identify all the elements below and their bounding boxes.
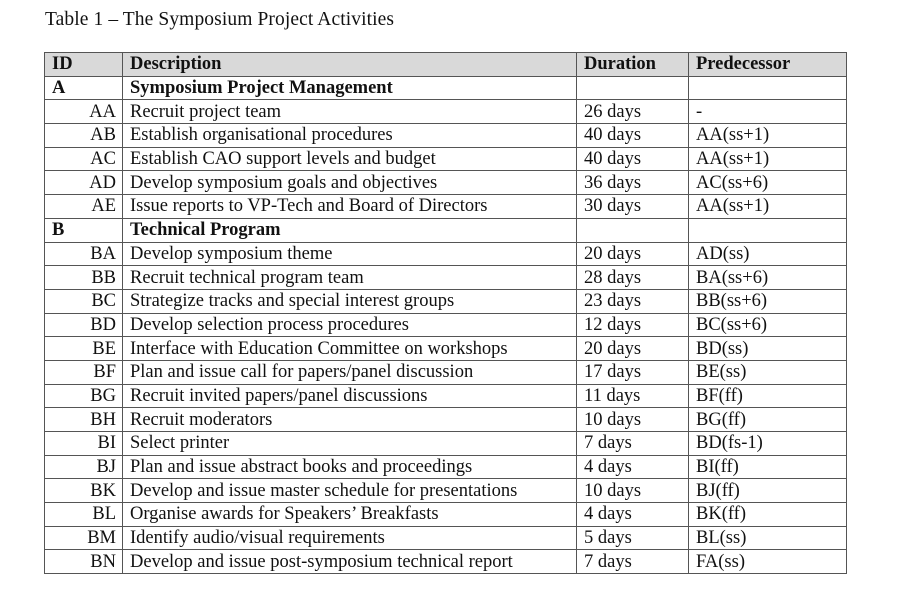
table-row bbox=[45, 360, 847, 384]
activity-description: Develop selection process procedures bbox=[123, 313, 577, 337]
header-id: ID bbox=[45, 53, 123, 77]
activity-predecessor: BD(ss) bbox=[689, 337, 847, 361]
table-row bbox=[45, 289, 847, 313]
group-row bbox=[45, 218, 847, 242]
table-row bbox=[45, 408, 847, 432]
activity-id: BN bbox=[45, 550, 123, 574]
activity-duration: 7 days bbox=[577, 550, 689, 574]
activity-description: Recruit technical program team bbox=[123, 266, 577, 290]
activity-id: BI bbox=[45, 432, 123, 456]
activity-duration: 11 days bbox=[577, 384, 689, 408]
table-row bbox=[45, 171, 847, 195]
activity-duration: 36 days bbox=[577, 171, 689, 195]
header-description: Description bbox=[123, 53, 577, 77]
activity-description: Develop symposium theme bbox=[123, 242, 577, 266]
group-description: Technical Program bbox=[123, 218, 577, 242]
activity-duration: 10 days bbox=[577, 408, 689, 432]
activity-id: BM bbox=[45, 526, 123, 550]
table-row bbox=[45, 242, 847, 266]
activity-description: Establish organisational procedures bbox=[123, 124, 577, 148]
header-duration: Duration bbox=[577, 53, 689, 77]
activity-predecessor: AC(ss+6) bbox=[689, 171, 847, 195]
group-predecessor bbox=[689, 76, 847, 100]
activity-predecessor: BE(ss) bbox=[689, 360, 847, 384]
activity-predecessor: BJ(ff) bbox=[689, 479, 847, 503]
table-row bbox=[45, 479, 847, 503]
activity-id: BH bbox=[45, 408, 123, 432]
activity-predecessor: BF(ff) bbox=[689, 384, 847, 408]
table-row bbox=[45, 100, 847, 124]
activity-description: Establish CAO support levels and budget bbox=[123, 147, 577, 171]
table-row bbox=[45, 313, 847, 337]
activity-predecessor: AA(ss+1) bbox=[689, 147, 847, 171]
activity-id: BK bbox=[45, 479, 123, 503]
activity-predecessor: BD(fs-1) bbox=[689, 432, 847, 456]
activity-id: AE bbox=[45, 195, 123, 219]
activity-predecessor: BA(ss+6) bbox=[689, 266, 847, 290]
table-row bbox=[45, 503, 847, 527]
header-predecessor: Predecessor bbox=[689, 53, 847, 77]
activities-table bbox=[44, 52, 847, 574]
activity-duration: 20 days bbox=[577, 242, 689, 266]
activity-description: Recruit invited papers/panel discussions bbox=[123, 384, 577, 408]
table-row bbox=[45, 550, 847, 574]
activity-id: BE bbox=[45, 337, 123, 361]
activity-id: BD bbox=[45, 313, 123, 337]
activity-description: Recruit project team bbox=[123, 100, 577, 124]
activity-predecessor: BB(ss+6) bbox=[689, 289, 847, 313]
group-predecessor bbox=[689, 218, 847, 242]
activity-duration: 40 days bbox=[577, 124, 689, 148]
activity-description: Develop symposium goals and objectives bbox=[123, 171, 577, 195]
activity-duration: 5 days bbox=[577, 526, 689, 550]
table-row bbox=[45, 195, 847, 219]
activity-duration: 4 days bbox=[577, 455, 689, 479]
activity-id: BB bbox=[45, 266, 123, 290]
table-caption: Table 1 – The Symposium Project Activities bbox=[45, 9, 395, 30]
activity-description: Identify audio/visual requirements bbox=[123, 526, 577, 550]
activity-id: BF bbox=[45, 360, 123, 384]
activity-id: BA bbox=[45, 242, 123, 266]
activity-id: AD bbox=[45, 171, 123, 195]
activity-predecessor: FA(ss) bbox=[689, 550, 847, 574]
activity-duration: 7 days bbox=[577, 432, 689, 456]
activity-predecessor: BC(ss+6) bbox=[689, 313, 847, 337]
table-row bbox=[45, 384, 847, 408]
header-row bbox=[45, 53, 847, 77]
activity-description: Strategize tracks and special interest groups bbox=[123, 289, 577, 313]
activity-description: Plan and issue abstract books and proceedings bbox=[123, 455, 577, 479]
activity-duration: 4 days bbox=[577, 503, 689, 527]
activity-duration: 10 days bbox=[577, 479, 689, 503]
activity-description: Develop and issue master schedule for presentations bbox=[123, 479, 577, 503]
activity-duration: 28 days bbox=[577, 266, 689, 290]
activity-description: Recruit moderators bbox=[123, 408, 577, 432]
activity-duration: 26 days bbox=[577, 100, 689, 124]
activity-predecessor: AD(ss) bbox=[689, 242, 847, 266]
activity-predecessor: BL(ss) bbox=[689, 526, 847, 550]
table-row bbox=[45, 337, 847, 361]
table-row bbox=[45, 266, 847, 290]
group-description: Symposium Project Management bbox=[123, 76, 577, 100]
table-row bbox=[45, 526, 847, 550]
activity-description: Issue reports to VP-Tech and Board of Directors bbox=[123, 195, 577, 219]
group-id: A bbox=[45, 76, 123, 100]
activity-description: Develop and issue post-symposium technical report bbox=[123, 550, 577, 574]
activity-predecessor: AA(ss+1) bbox=[689, 124, 847, 148]
activity-id: AA bbox=[45, 100, 123, 124]
activity-duration: 20 days bbox=[577, 337, 689, 361]
activity-predecessor: BI(ff) bbox=[689, 455, 847, 479]
activity-predecessor: AA(ss+1) bbox=[689, 195, 847, 219]
activity-predecessor: - bbox=[689, 100, 847, 124]
activity-id: AC bbox=[45, 147, 123, 171]
activity-description: Plan and issue call for papers/panel discussion bbox=[123, 360, 577, 384]
activity-description: Organise awards for Speakers’ Breakfasts bbox=[123, 503, 577, 527]
activity-duration: 17 days bbox=[577, 360, 689, 384]
activity-description: Interface with Education Committee on workshops bbox=[123, 337, 577, 361]
group-row bbox=[45, 76, 847, 100]
activity-id: BG bbox=[45, 384, 123, 408]
table-row bbox=[45, 147, 847, 171]
activity-duration: 30 days bbox=[577, 195, 689, 219]
activity-id: BJ bbox=[45, 455, 123, 479]
table-row bbox=[45, 432, 847, 456]
activity-duration: 23 days bbox=[577, 289, 689, 313]
table-row bbox=[45, 124, 847, 148]
activity-id: AB bbox=[45, 124, 123, 148]
activity-id: BL bbox=[45, 503, 123, 527]
group-duration bbox=[577, 76, 689, 100]
activity-description: Select printer bbox=[123, 432, 577, 456]
activity-id: BC bbox=[45, 289, 123, 313]
table-row bbox=[45, 455, 847, 479]
activity-duration: 12 days bbox=[577, 313, 689, 337]
activity-duration: 40 days bbox=[577, 147, 689, 171]
group-duration bbox=[577, 218, 689, 242]
activity-predecessor: BG(ff) bbox=[689, 408, 847, 432]
group-id: B bbox=[45, 218, 123, 242]
activity-predecessor: BK(ff) bbox=[689, 503, 847, 527]
